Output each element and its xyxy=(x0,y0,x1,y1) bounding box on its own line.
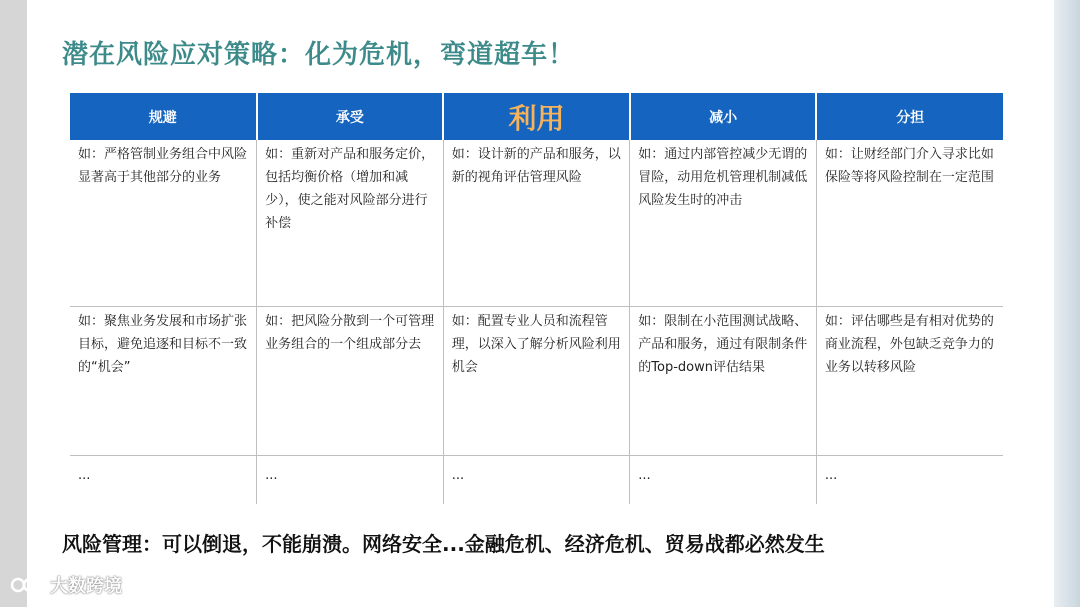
table-cell: ... xyxy=(824,468,838,483)
table-row xyxy=(70,307,1003,456)
logo-text: 大数跨境 xyxy=(50,576,122,597)
table-cell: 如：限制在小范围测试战略、产品和服务，通过有限制条件的Top-down评估结果 xyxy=(630,307,817,456)
header-share: 分担 xyxy=(816,93,1003,140)
table-cell: 如：设计新的产品和服务，以新的视角评估管理风险 xyxy=(443,140,630,307)
table-cell: ... xyxy=(630,456,817,505)
strategy-table xyxy=(70,93,1003,504)
table-row xyxy=(70,456,1003,505)
table-row xyxy=(70,140,1003,307)
watermark-logo xyxy=(10,572,122,598)
table-cell: 如：通过内部管控减少无谓的冒险，动用危机管理机制减低风险发生时的冲击 xyxy=(630,140,817,307)
header-exploit: 利用 xyxy=(443,93,630,140)
left-margin-band xyxy=(0,0,27,607)
header-accept: 承受 xyxy=(257,93,444,140)
table-cell: 如：让财经部门介入寻求比如保险等将风险控制在一定范围 xyxy=(816,140,1003,307)
header-reduce: 减小 xyxy=(630,93,817,140)
slide-title: 潜在风险应对策略：化为危机，弯道超车！ xyxy=(62,40,576,70)
table-cell: ... xyxy=(257,456,444,505)
logo-icon xyxy=(10,574,46,596)
table-cell: ... xyxy=(70,456,257,505)
table-cell: ... xyxy=(443,456,630,505)
table-header-row xyxy=(70,93,1003,140)
table-cell: 如：聚焦业务发展和市场扩张目标，避免追逐和目标不一致的“机会” xyxy=(70,307,257,456)
header-avoid: 规避 xyxy=(70,93,257,140)
table-cell: 如：重新对产品和服务定价，包括均衡价格（增加和减少），使之能对风险部分进行补偿 xyxy=(257,140,444,307)
table-cell: 如：评估哪些是有相对优势的商业流程，外包缺乏竞争力的业务以转移风险 xyxy=(816,307,1003,456)
right-margin-band xyxy=(1054,0,1080,607)
table-cell: 如：严格管制业务组合中风险显著高于其他部分的业务 xyxy=(70,140,257,307)
footer-statement: 风险管理：可以倒退，不能崩溃。网络安全...金融危机、经济危机、贸易战都必然发生 xyxy=(62,532,825,556)
table-cell: 如：把风险分散到一个可管理业务组合的一个组成部分去 xyxy=(257,307,444,456)
table-cell: 如：配置专业人员和流程管理，以深入了解分析风险利用机会 xyxy=(443,307,630,456)
